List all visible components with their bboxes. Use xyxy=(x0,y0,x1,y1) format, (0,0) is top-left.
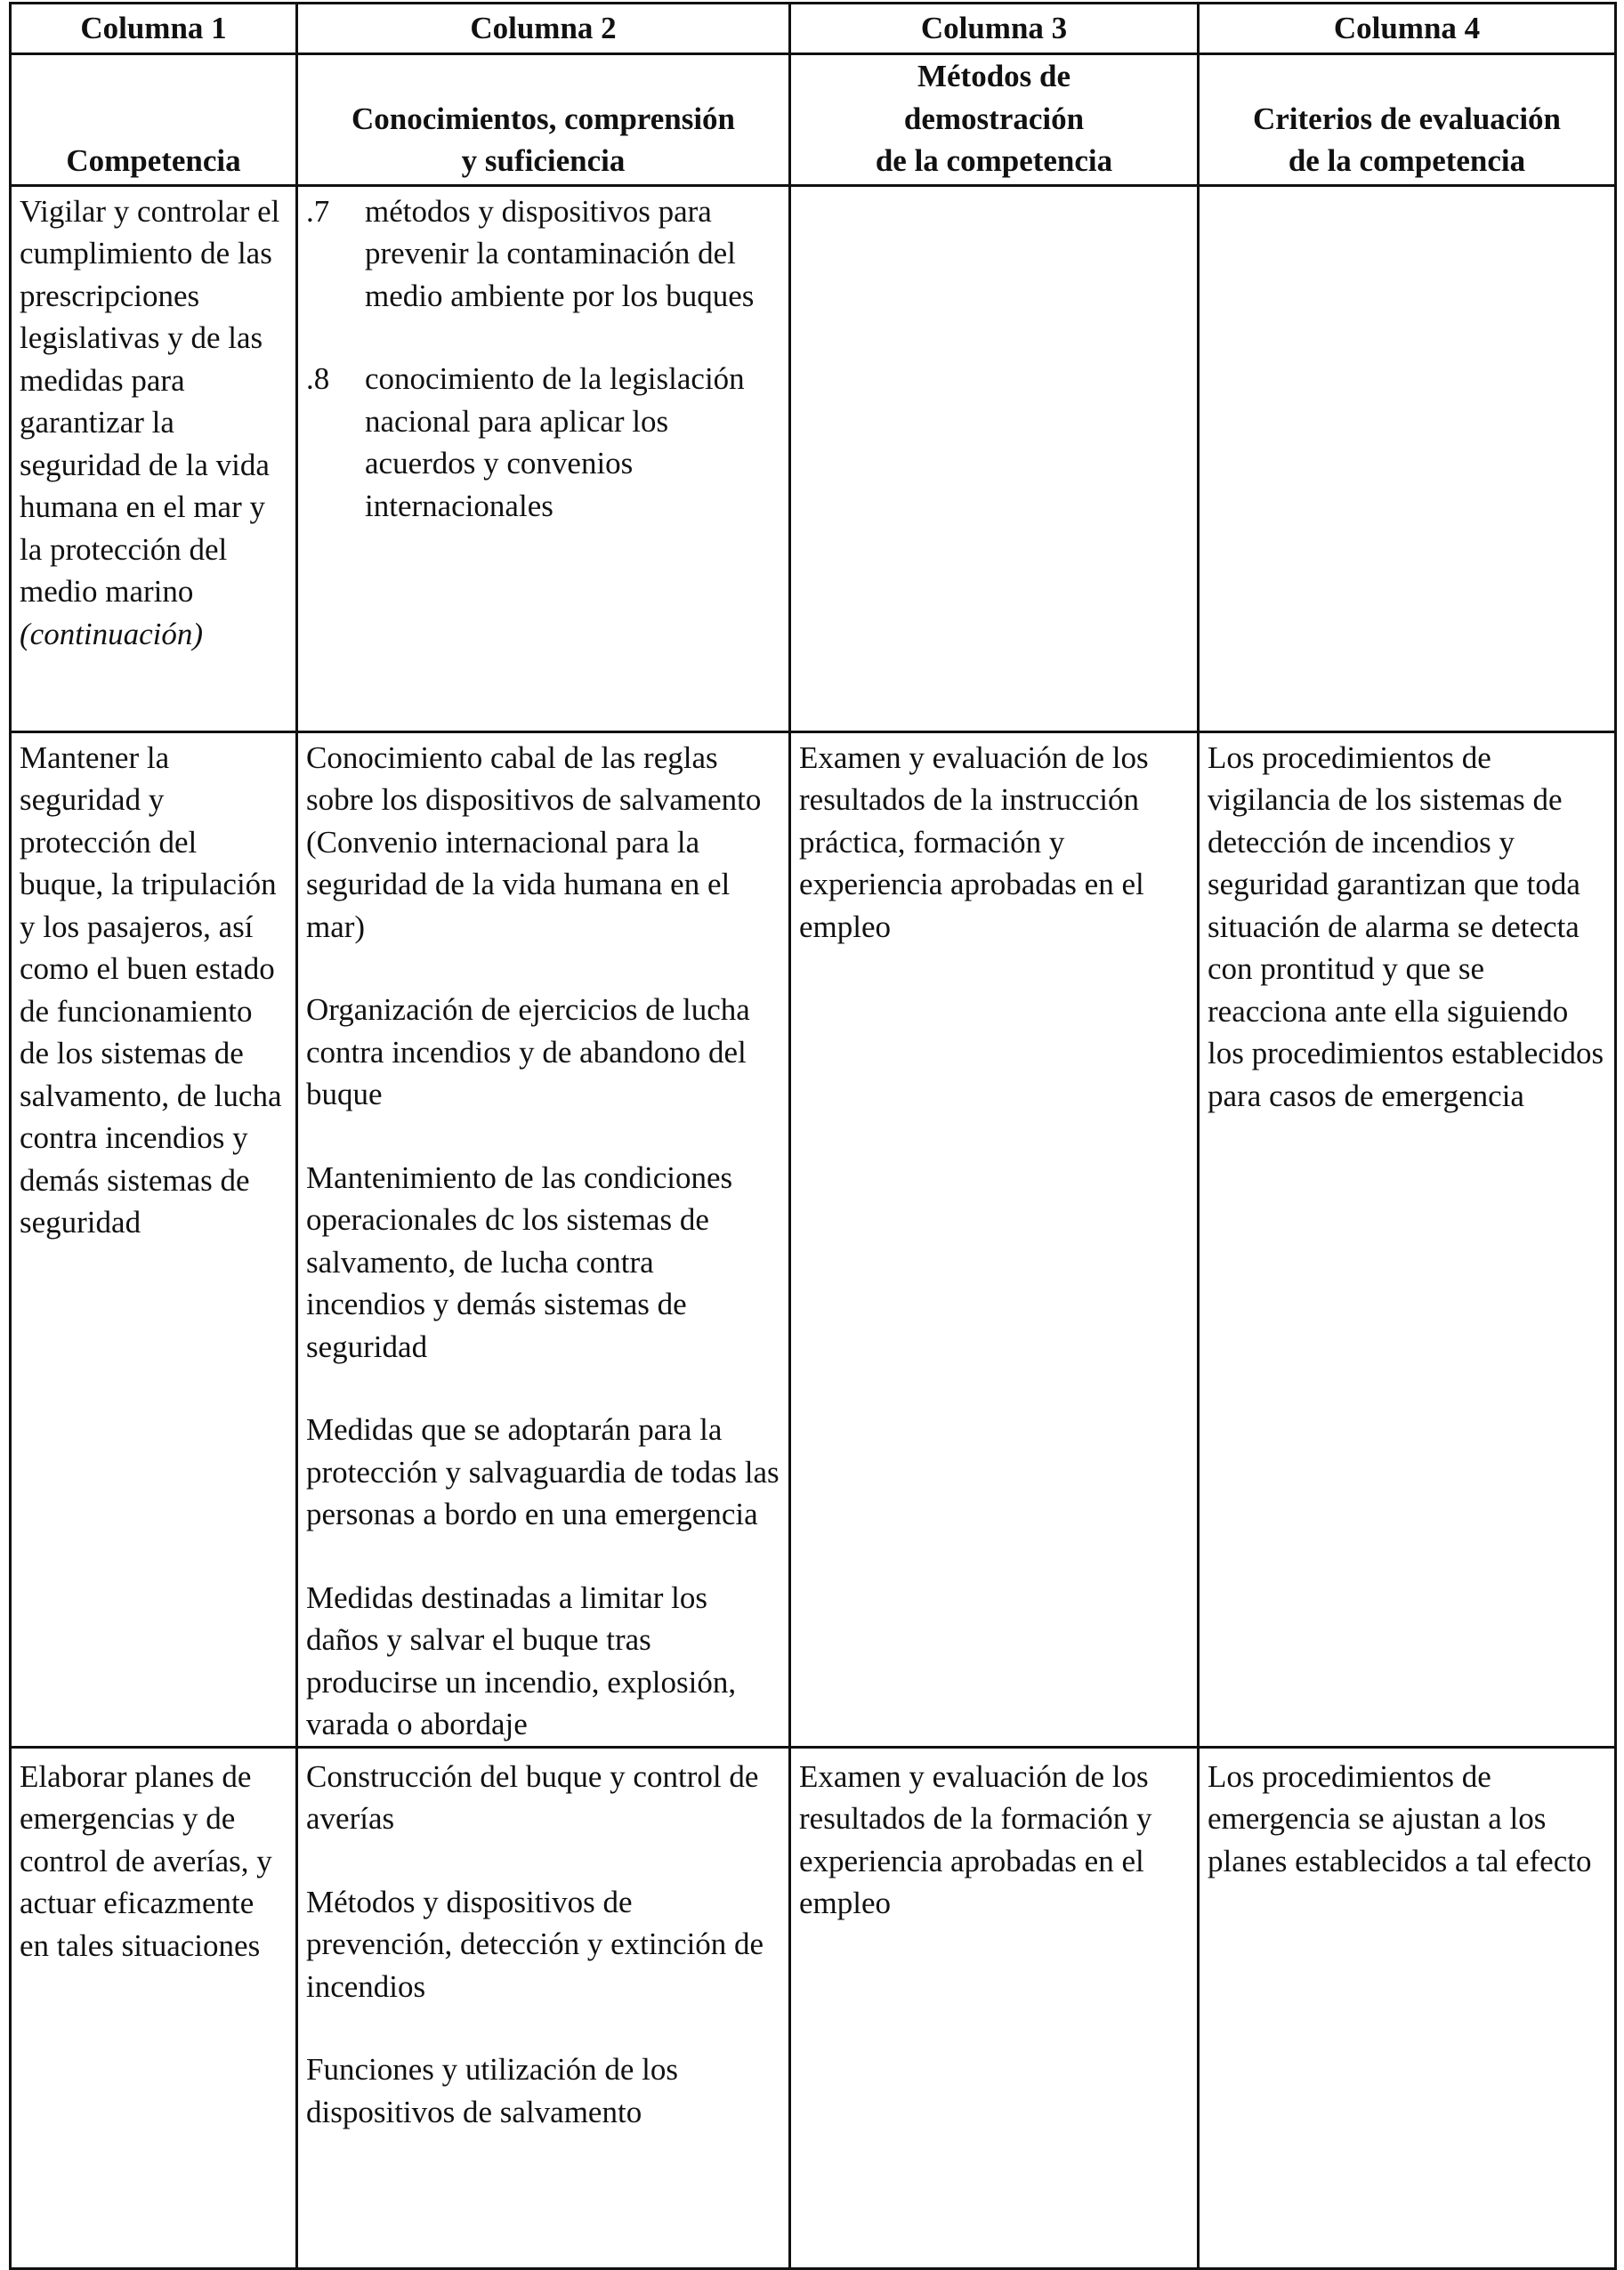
column-title-conocimientos xyxy=(297,54,790,186)
table-row xyxy=(11,185,1616,731)
competencia-text: Mantener la seguridad y protección del buque, la tripulación y los pasajeros, así como el buen estado de funcionamiento de los sistemas de salvamento, de lucha contra incendios y demás sistemas de seguridad xyxy=(20,739,282,1240)
column-title-row xyxy=(11,54,1616,186)
knowledge-paragraph: Construcción del buque y control de averías xyxy=(306,1758,759,1836)
competence-table xyxy=(9,2,1617,2270)
column-title-competencia xyxy=(11,54,297,186)
column-title-line: demostración xyxy=(903,101,1085,136)
numbered-item xyxy=(306,190,780,318)
knowledge-paragraph: Funciones y utilización de los dispositivos de salvamento xyxy=(306,2052,678,2129)
competencia-text: Elaborar planes de emergencias y de control de averías, y actuar eficazmente en tales situaciones xyxy=(20,1758,272,1963)
column-title-line: Métodos de xyxy=(917,59,1071,93)
metodos-text: Examen y evaluación de los resultados de la instrucción práctica, formación y experiencia aprobadas en el empleo xyxy=(799,739,1149,944)
conocimientos-cell xyxy=(297,185,790,731)
column-title-criterios xyxy=(1199,54,1616,186)
column-number-4: Columna 4 xyxy=(1199,4,1616,54)
metodos-text: Examen y evaluación de los resultados de la formación y experiencia aprobadas en el empleo xyxy=(799,1758,1152,1920)
criterios-text: Los procedimientos de emergencia se ajustan a los planes establecidos a tal efecto xyxy=(1208,1758,1592,1878)
column-title-line: Criterios de evaluación xyxy=(1252,101,1562,136)
column-number-2: Columna 2 xyxy=(297,4,790,54)
competencia-cell xyxy=(11,731,297,1747)
knowledge-paragraph: Conocimiento cabal de las reglas sobre los dispositivos de salvamento (Convenio internacional para la seguridad de la vida humana en el mar) xyxy=(306,739,762,944)
criterios-text: Los procedimientos de vigilancia de los sistemas de detección de incendios y seguridad garantizan que toda situación de alarma se detecta con prontitud y que se reacciona ante ella siguiendo los procedimientos establecidos para casos de emergencia xyxy=(1208,739,1604,1113)
column-number-1: Columna 1 xyxy=(11,4,297,54)
metodos-cell xyxy=(790,185,1199,731)
column-number-3: Columna 3 xyxy=(790,4,1199,54)
column-title-line: y suficiencia xyxy=(461,143,626,178)
knowledge-paragraph: Mantenimiento de las condiciones operacionales dc los sistemas de salvamento, de lucha contra incendios y demás sistemas de seguridad xyxy=(306,1159,733,1364)
competencia-cell xyxy=(11,185,297,731)
item-text: métodos y dispositivos para prevenir la contaminación del medio ambiente por los buques xyxy=(365,193,755,313)
conocimientos-cell xyxy=(297,1747,790,2268)
table-row xyxy=(11,1747,1616,2268)
criterios-cell xyxy=(1199,731,1616,1747)
numbered-item xyxy=(306,358,780,527)
column-number-row xyxy=(11,4,1616,54)
column-title-line: de la competencia xyxy=(875,143,1113,178)
continuation-note: (continuación) xyxy=(20,616,204,651)
competencia-text: Vigilar y controlar el cumplimiento de las prescripciones legislativas y de las medidas para garantizar la seguridad de la vida humana en el mar y la protección del medio marino xyxy=(20,193,280,609)
metodos-cell xyxy=(790,731,1199,1747)
knowledge-paragraph: Métodos y dispositivos de prevención, detección y extinción de incendios xyxy=(306,1884,764,2004)
item-number: .7 xyxy=(306,193,330,229)
competencia-cell xyxy=(11,1747,297,2268)
column-title-line: de la competencia xyxy=(1288,143,1526,178)
metodos-cell xyxy=(790,1747,1199,2268)
knowledge-paragraph: Organización de ejercicios de lucha contra incendios y de abandono del buque xyxy=(306,992,750,1111)
criterios-cell xyxy=(1199,185,1616,731)
item-number: .8 xyxy=(306,361,330,396)
item-text: conocimiento de la legislación nacional para aplicar los acuerdos y convenios internacionales xyxy=(365,361,745,523)
column-title-metodos xyxy=(790,54,1199,186)
table-row xyxy=(11,731,1616,1747)
column-title-line: Conocimientos, comprensión xyxy=(351,101,736,136)
conocimientos-cell xyxy=(297,731,790,1747)
column-title-line: Competencia xyxy=(66,143,241,178)
knowledge-paragraph: Medidas que se adoptarán para la protección y salvaguardia de todas las personas a bordo en una emergencia xyxy=(306,1412,780,1531)
knowledge-paragraph: Medidas destinadas a limitar los daños y salvar el buque tras producirse un incendio, explosión, varada o abordaje xyxy=(306,1579,737,1741)
criterios-cell xyxy=(1199,1747,1616,2268)
